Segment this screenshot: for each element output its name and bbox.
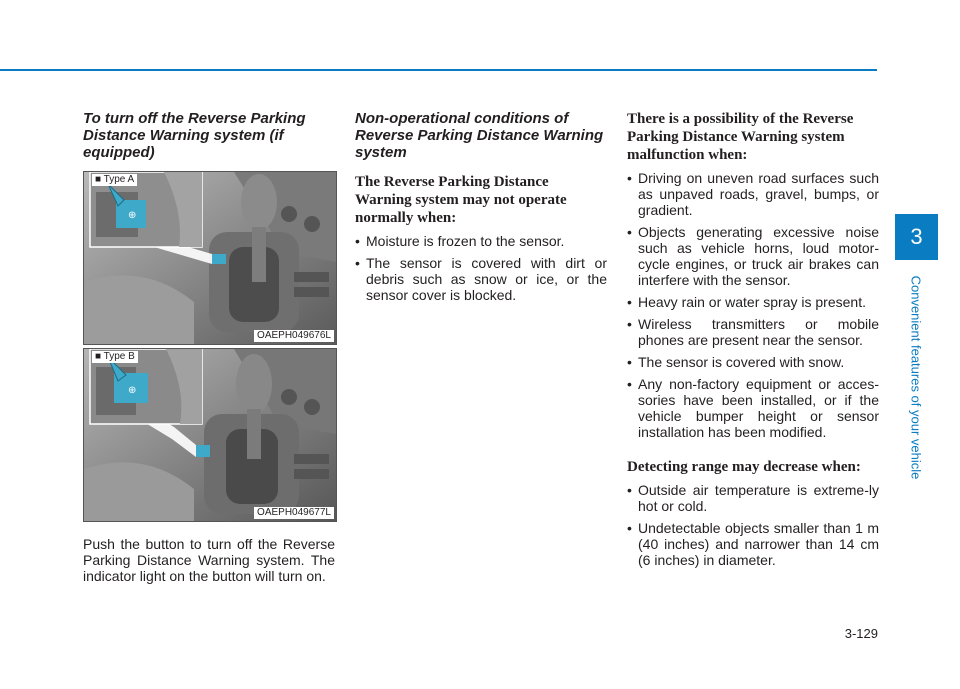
column-3	[627, 110, 879, 574]
figure-type-b	[83, 348, 337, 522]
non-operational-heading: Non-operational conditions of Reverse Parking Distance Warning system	[355, 110, 604, 161]
list-item: • Outside air temperature is extreme-ly hot or cold.	[627, 482, 879, 514]
may-not-operate-subheading: The Reverse Parking Distance Warning system may not operate normally when:	[355, 174, 567, 226]
type-b-label: ■ Type B	[92, 351, 138, 363]
chapter-tab: 3	[895, 214, 938, 260]
list-item: • The sensor is covered with snow.	[627, 354, 879, 370]
svg-text:⊕: ⊕	[128, 385, 137, 396]
malfunction-subheading: There is a possibility of the Reverse Parking Distance Warning system malfunction when:	[627, 111, 854, 163]
list-item: • Moisture is frozen to the sensor.	[355, 233, 607, 249]
list-item: • Undetectable objects smaller than 1 m (40 inches) and narrower than 14 cm (6 inches) in diameter.	[627, 520, 879, 568]
figure-code-b: OAEPH049677L	[254, 507, 334, 519]
top-rule	[0, 69, 877, 71]
list-item: • Heavy rain or water spray is present.	[627, 294, 879, 310]
figure-type-a	[83, 171, 337, 345]
svg-text:⊕: ⊕	[128, 210, 137, 221]
turn-off-paragraph: Push the button to turn off the Reverse Parking Distance Warning system. The indicator light on the button will turn on.	[83, 536, 335, 584]
console-photo-a	[84, 172, 336, 344]
figure-code-a: OAEPH049676L	[254, 330, 334, 342]
list-item: • The sensor is covered with dirt or debris such as snow or ice, or the sensor cover is blocked.	[355, 255, 607, 303]
range-decrease-subheading: Detecting range may decrease when:	[627, 459, 861, 475]
list-item: • Any non-factory equipment or acces-sories have been installed, or if the vehicle bumper height or sensor installation has been modified.	[627, 376, 879, 440]
console-photo-b	[84, 349, 336, 521]
may-not-operate-list	[355, 233, 607, 303]
range-decrease-list	[627, 482, 879, 568]
column-2	[355, 110, 607, 309]
turn-off-heading: To turn off the Reverse Parking Distance Warning system (if equipped)	[83, 110, 306, 161]
page-number: 3-129	[844, 626, 878, 641]
list-item: • Objects generating excessive noise such as vehicle horns, loud motor-cycle engines, or truck air brakes can interfere with the sensor.	[627, 224, 879, 288]
chapter-title-text: Convenient features of your vehicle	[908, 275, 924, 480]
type-a-label: ■ Type A	[92, 174, 137, 186]
column-1	[83, 110, 335, 584]
list-item: • Driving on uneven road surfaces such as unpaved roads, gravel, bumps, or gradient.	[627, 170, 879, 218]
list-item: • Wireless transmitters or mobile phones are present near the sensor.	[627, 316, 879, 348]
malfunction-list	[627, 170, 879, 440]
